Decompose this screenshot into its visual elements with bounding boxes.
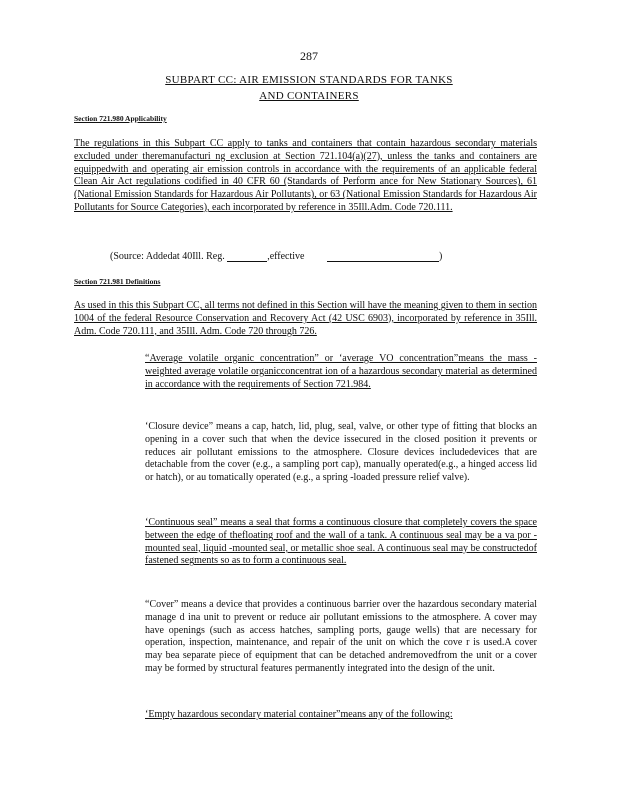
source-middle: ,effective	[267, 251, 305, 262]
definition-cover: “Cover” means a device that provides a continuous barrier over the hazardous secondary material manage d ina unit to prevent or reduce air pollutant emissions to the atmosphere. A cover may have openings (such as access hatches, sampling ports, gauge wells) that are necessary for operation, inspection, maintenance, and repair of the unit on which the cove r is used.A cover may bea separate piece of equipment that can be detached andremovedfrom the unit or a cover may be formed by structural features permanently integrated into the design of the unit.	[145, 599, 537, 674]
subpart-title	[100, 72, 518, 104]
source-suffix: )	[439, 251, 443, 262]
title-line-2: AND CONTAINERS	[259, 90, 359, 102]
definitions-intro-paragraph: As used in this this Subpart CC, all terms not defined in this Section will have the meaning given to them in section 1004 of the federal Resource Conservation and Recovery Act (42 USC 6903), incorporated by reference in 35Ill. Adm. Code 720.111, and 35Ill. Adm. Code 720 through 726.	[74, 300, 537, 337]
definition-continuous-seal: ‘Continuous seal” means a seal that forms a continuous closure that completely covers the space between the edge of thefloating roof and the wall of a tank. A continuous seal may be a va por -mounted seal, liquid -mounted seal, or metallic shoe seal. A continuous seal may be constructedof fastened segments so as to form a continuous seal.	[145, 517, 537, 567]
definition-empty-container: ‘Empty hazardous secondary material container”means any of the following:	[145, 709, 453, 720]
applicability-paragraph: The regulations in this Subpart CC apply to tanks and containers that contain hazardous secondary materials excluded under theremanufacturi ng exclusion at Section 721.104(a)(27), unless the tanks and containers are equippedwith and operating air emission controls in accordance with the requirements of an applicable federal Clean Air Act regulations codified in 40 CFR 60 (Standards of Perform ance for New Stationary Sources), 61 (National Emission Standards for Hazardous Air Pollutants), or 63 (National Emission Standards for Hazardous Air Pollutants for Source Categories), each incorporated by reference in 35Ill.Adm. Code 720.111.	[74, 138, 537, 213]
definition-average-vo-concentration: “Average volatile organic concentration” or ‘average VO concentration”means the mass -weighted average volatile organicconcentrat ion of a hazardous secondary material as determined in accordance with the requirements of Section 721.984.	[145, 353, 537, 390]
source-blank-date	[327, 250, 439, 262]
source-note	[110, 250, 530, 262]
section-heading-applicability: Section 721.980 Applicability	[74, 114, 167, 123]
definition-closure-device: ‘Closure device” means a cap, hatch, lid, plug, seal, valve, or other type of fitting that blocks an opening in a cover such that when the device issecured in the closed position it prevents or reduces air pollutant emissions to the atmosphere. Closure devices includedevices that are detachable from the cover (e.g., a sampling port cap), manually operated(e.g., a hinged access lid or hatch), or au tomatically operated (e.g., a spring -loaded pressure relief valve).	[145, 421, 537, 484]
section-heading-definitions: Section 721.981 Definitions	[74, 277, 161, 286]
source-prefix: (Source: Addedat 40Ill. Reg.	[110, 251, 225, 262]
source-blank-register	[227, 250, 267, 262]
page-number: 287	[300, 49, 318, 63]
title-line-1: SUBPART CC: AIR EMISSION STANDARDS FOR TANKS	[165, 74, 453, 86]
